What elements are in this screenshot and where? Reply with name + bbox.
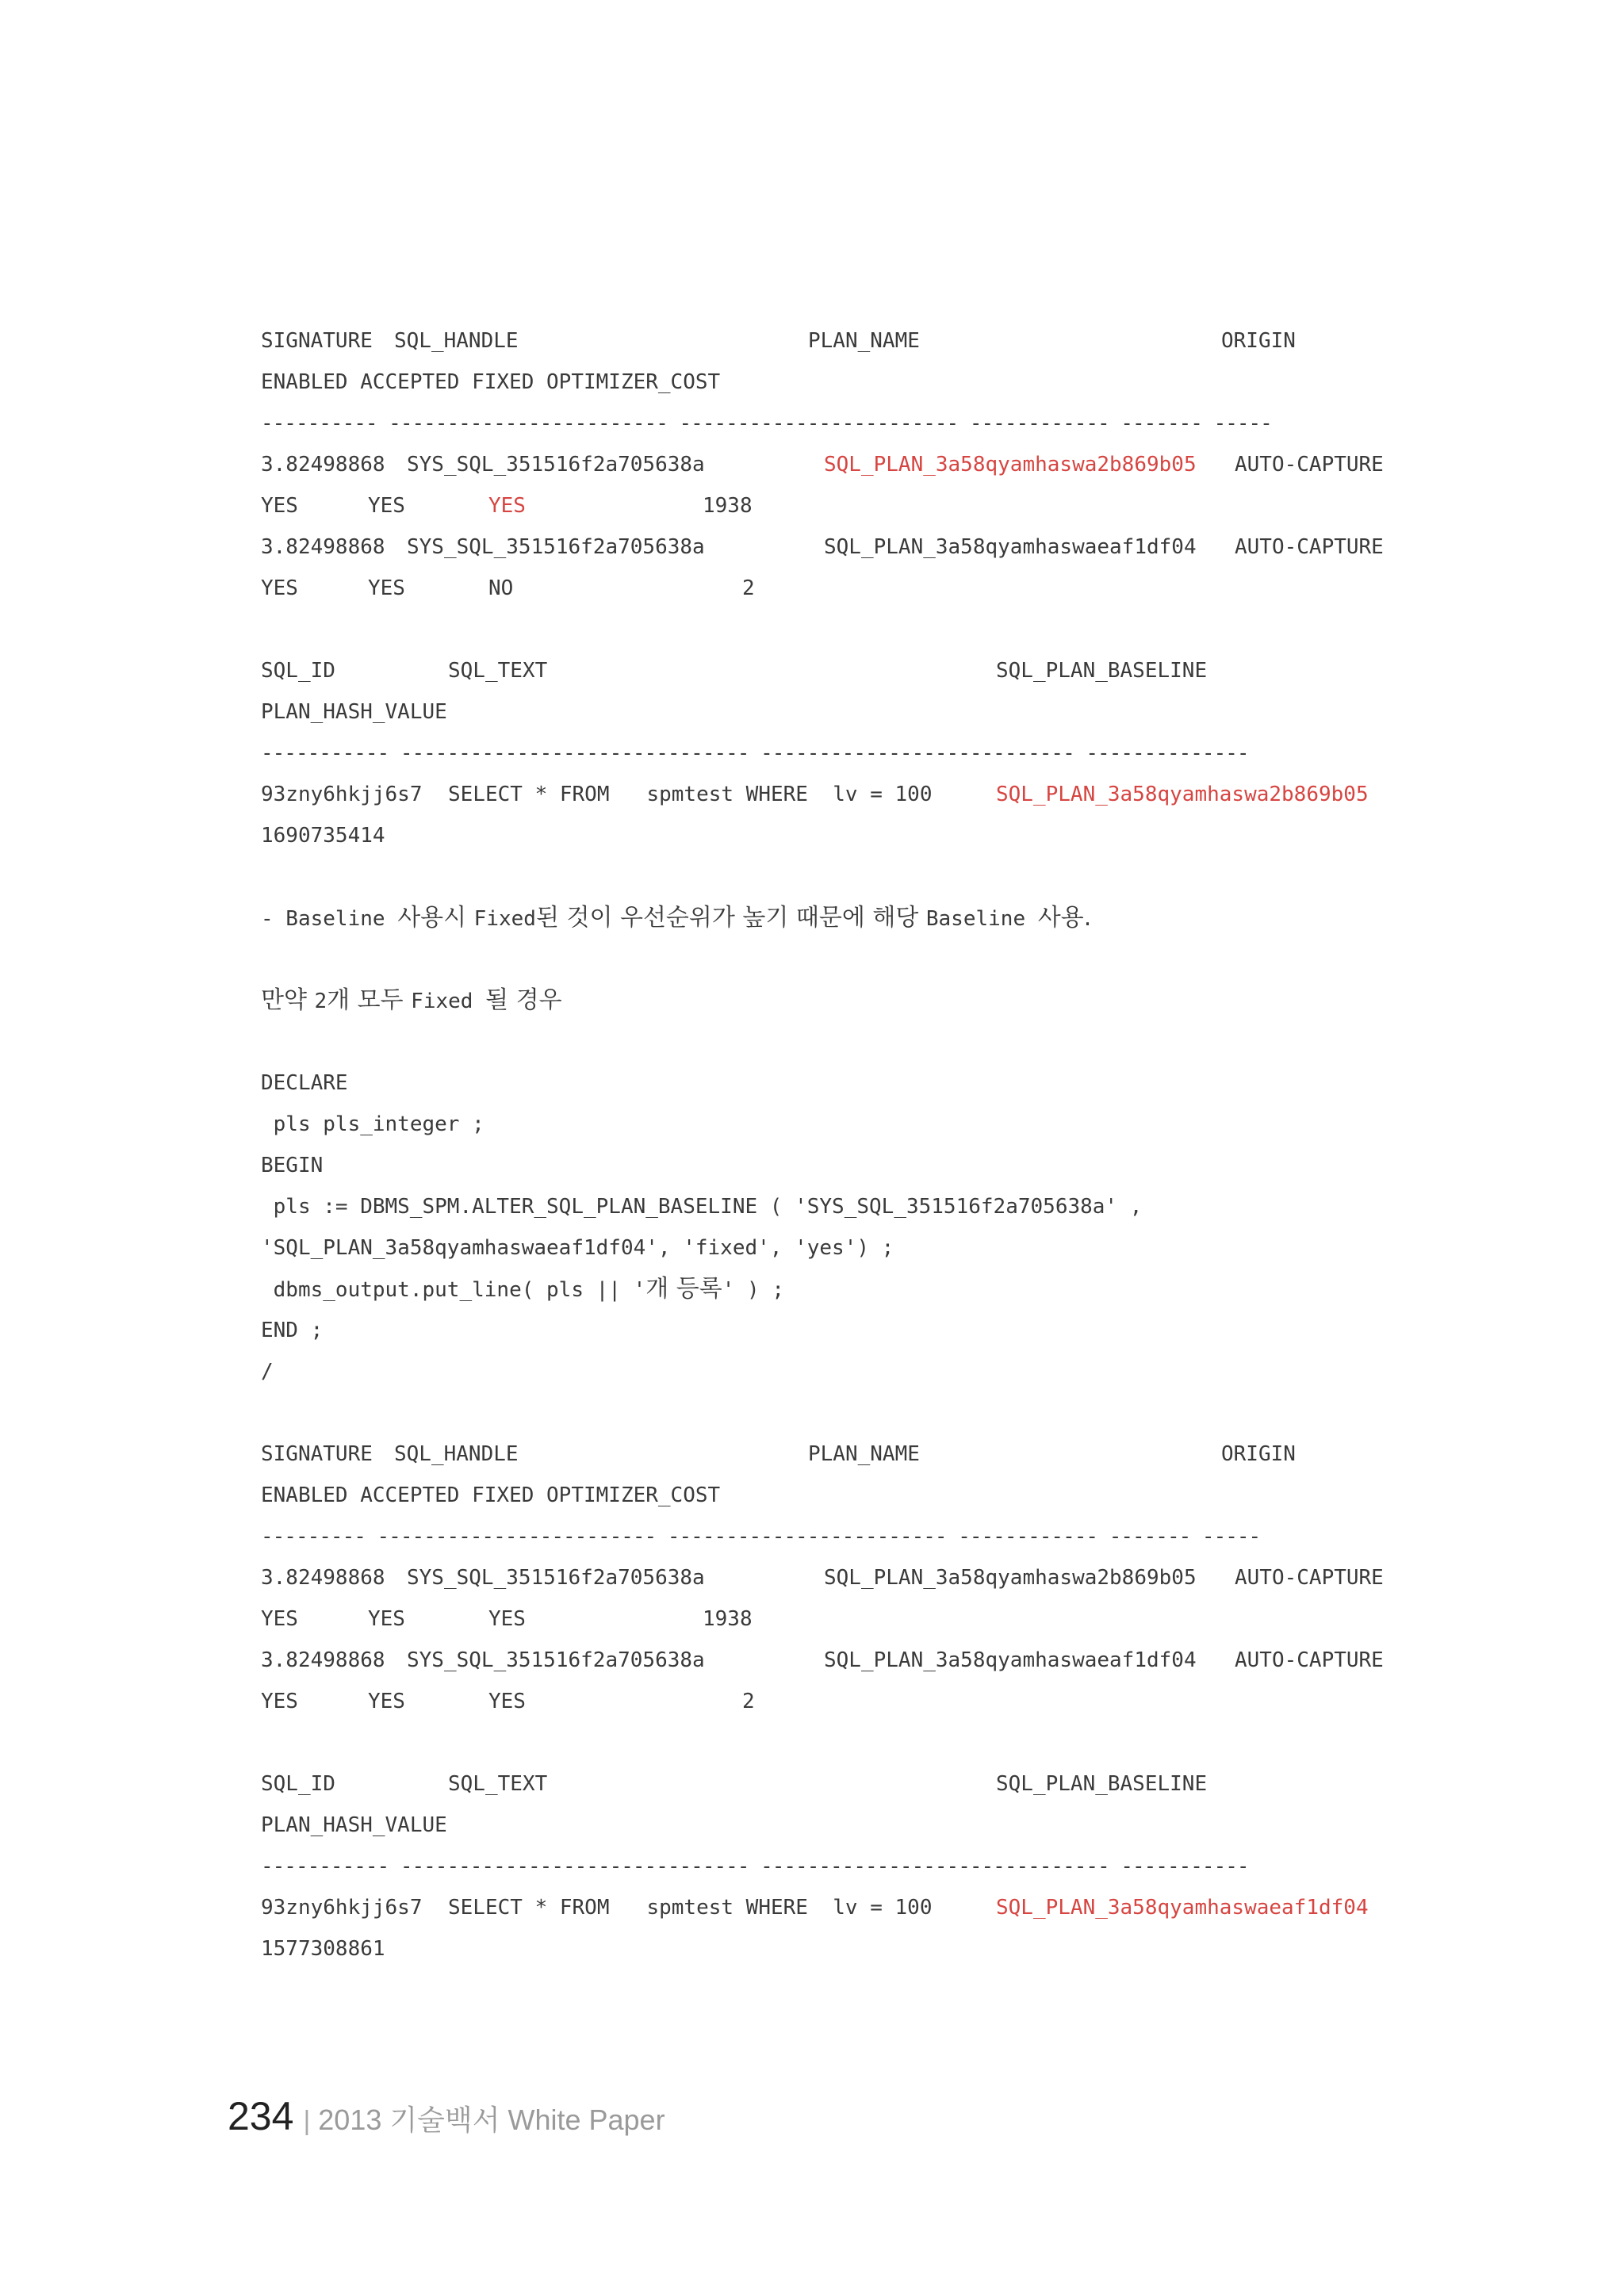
cell-origin: AUTO-CAPTURE (1235, 1566, 1384, 1590)
cell-plan-hash: 1690735414 (261, 824, 385, 848)
col-plan-name: PLAN_NAME (808, 329, 920, 353)
col-sql-id: SQL_ID (261, 659, 335, 683)
cell-accepted: YES (368, 576, 405, 600)
cell-fixed: NO (488, 576, 514, 600)
code-line (261, 1269, 1411, 1310)
col-plan-name: PLAN_NAME (808, 1442, 920, 1466)
table-row (261, 444, 1411, 485)
cell-cost: 1938 (703, 1607, 753, 1631)
cell-enabled: YES (261, 1607, 298, 1631)
table-row (261, 1640, 1411, 1681)
col-signature: SIGNATURE (261, 1442, 373, 1466)
note-text: Fixed (411, 990, 486, 1013)
code-block (261, 1062, 1411, 1392)
col-sql-plan-baseline: SQL_PLAN_BASELINE (996, 659, 1208, 683)
table-separator: ----------- ------------------------------ ------------------------------ ----------- (261, 1855, 1249, 1878)
cell-cost: 2 (742, 1690, 755, 1713)
note-text: Fixed (473, 907, 536, 931)
cell-cost: 1938 (703, 494, 753, 518)
note-text: - Baseline (261, 907, 398, 931)
col-sql-plan-baseline: SQL_PLAN_BASELINE (996, 1772, 1208, 1796)
table-row-detail (261, 568, 1411, 609)
spacer (261, 1392, 1411, 1434)
note-text: 만약 (261, 986, 315, 1014)
cell-plan-name: SQL_PLAN_3a58qyamhaswa2b869b05 (824, 1566, 1197, 1590)
cell-enabled: YES (261, 576, 298, 600)
cell-origin: AUTO-CAPTURE (1235, 535, 1384, 559)
note-text: 사용. (1037, 904, 1092, 932)
col-sql-handle: SQL_HANDLE (394, 1442, 519, 1466)
code-text: ' ) ; (722, 1278, 785, 1302)
cell-signature: 3.82498868 (261, 453, 385, 477)
spacer (261, 1722, 1411, 1763)
code-line: pls := DBMS_SPM.ALTER_SQL_PLAN_BASELINE ( 'SYS_SQL_351516f2a705638a' , (261, 1195, 1143, 1219)
note-text: Baseline (925, 907, 1038, 931)
table-row-detail (261, 485, 1411, 526)
cell-sql-handle: SYS_SQL_351516f2a705638a (407, 1648, 705, 1672)
cell-sql-handle: SYS_SQL_351516f2a705638a (407, 1566, 705, 1590)
cell-accepted: YES (368, 1690, 405, 1713)
note-text: 된 것이 우선순위가 높기 때문에 해당 (535, 904, 926, 932)
page-footer (228, 2093, 665, 2139)
cell-plan-name: SQL_PLAN_3a58qyamhaswaeaf1df04 (824, 1648, 1197, 1672)
table-row (261, 774, 1411, 815)
table-separator: --------- ------------------------ ------------------------ ------------ ------- ----- (261, 1525, 1261, 1548)
cell-fixed: YES (488, 494, 526, 518)
cell-enabled: YES (261, 1690, 298, 1713)
document-body (261, 320, 1411, 1970)
col-sql-id: SQL_ID (261, 1772, 335, 1796)
col-sql-handle: SQL_HANDLE (394, 329, 519, 353)
cell-accepted: YES (368, 494, 405, 518)
code-line: 'SQL_PLAN_3a58qyamhaswaeaf1df04', 'fixed', 'yes') ; (261, 1236, 894, 1260)
cell-accepted: YES (368, 1607, 405, 1631)
table-header-2: ENABLED ACCEPTED FIXED OPTIMIZER_COST (261, 1483, 721, 1507)
table-row-detail (261, 1598, 1411, 1640)
table-header (261, 320, 1411, 362)
col-sql-text: SQL_TEXT (448, 659, 548, 683)
spacer (261, 939, 1411, 980)
footer-divider: | (303, 2106, 311, 2136)
col-sql-text: SQL_TEXT (448, 1772, 548, 1796)
cell-baseline: SQL_PLAN_3a58qyamhaswaeaf1df04 (996, 1896, 1369, 1920)
spacer (261, 1021, 1411, 1062)
table-row (261, 1557, 1411, 1598)
col-signature: SIGNATURE (261, 329, 373, 353)
cell-sql-id: 93zny6hkjj6s7 (261, 1896, 423, 1920)
col-origin: ORIGIN (1221, 1442, 1296, 1466)
cell-baseline: SQL_PLAN_3a58qyamhaswa2b869b05 (996, 783, 1369, 806)
table-row-detail (261, 1681, 1411, 1722)
cell-signature: 3.82498868 (261, 535, 385, 559)
table-header-2: ENABLED ACCEPTED FIXED OPTIMIZER_COST (261, 370, 721, 394)
table-header (261, 1763, 1411, 1805)
table-header-2: PLAN_HASH_VALUE (261, 700, 447, 724)
note-text: 사용시 (397, 904, 474, 932)
spacer (261, 856, 1411, 898)
table-header (261, 650, 1411, 691)
cell-origin: AUTO-CAPTURE (1235, 1648, 1384, 1672)
cell-plan-hash: 1577308861 (261, 1937, 385, 1961)
cell-signature: 3.82498868 (261, 1648, 385, 1672)
code-line: END ; (261, 1319, 324, 1342)
cell-origin: AUTO-CAPTURE (1235, 453, 1384, 477)
table-header-2: PLAN_HASH_VALUE (261, 1813, 447, 1837)
code-text: 개 등록 (645, 1275, 722, 1303)
code-line: DECLARE (261, 1071, 348, 1095)
cell-fixed: YES (488, 1607, 526, 1631)
spacer (261, 609, 1411, 650)
code-text: dbms_output.put_line( pls || ' (261, 1278, 646, 1302)
cell-fixed: YES (488, 1690, 526, 1713)
cell-signature: 3.82498868 (261, 1566, 385, 1590)
table-separator: ---------- ------------------------ ------------------------ ------------ ------- ----- (261, 412, 1272, 435)
cell-plan-name: SQL_PLAN_3a58qyamhaswa2b869b05 (824, 453, 1197, 477)
cell-enabled: YES (261, 494, 298, 518)
cell-sql-handle: SYS_SQL_351516f2a705638a (407, 535, 705, 559)
table-header (261, 1434, 1411, 1475)
page-number: 234 (228, 2094, 294, 2138)
col-origin: ORIGIN (1221, 329, 1296, 353)
note-fixed-priority (261, 898, 1411, 939)
note-text: 2 (314, 990, 327, 1013)
cell-sql-text: SELECT * FROM spmtest WHERE lv = 100 (448, 1896, 933, 1920)
code-line: BEGIN (261, 1154, 324, 1177)
cell-cost: 2 (742, 576, 755, 600)
code-line: pls pls_integer ; (261, 1112, 485, 1136)
table-separator: ----------- ------------------------------ --------------------------- -------------- (261, 741, 1249, 765)
note-text: 개 모두 (327, 986, 412, 1014)
publication-title: 2013 기술백서 White Paper (318, 2104, 665, 2136)
cell-sql-handle: SYS_SQL_351516f2a705638a (407, 453, 705, 477)
table-row (261, 526, 1411, 568)
code-line: / (261, 1360, 274, 1384)
cell-sql-text: SELECT * FROM spmtest WHERE lv = 100 (448, 783, 933, 806)
note-both-fixed (261, 980, 1411, 1021)
cell-sql-id: 93zny6hkjj6s7 (261, 783, 423, 806)
cell-plan-name: SQL_PLAN_3a58qyamhaswaeaf1df04 (824, 535, 1197, 559)
table-row (261, 1887, 1411, 1928)
note-text: 될 경우 (485, 986, 562, 1014)
